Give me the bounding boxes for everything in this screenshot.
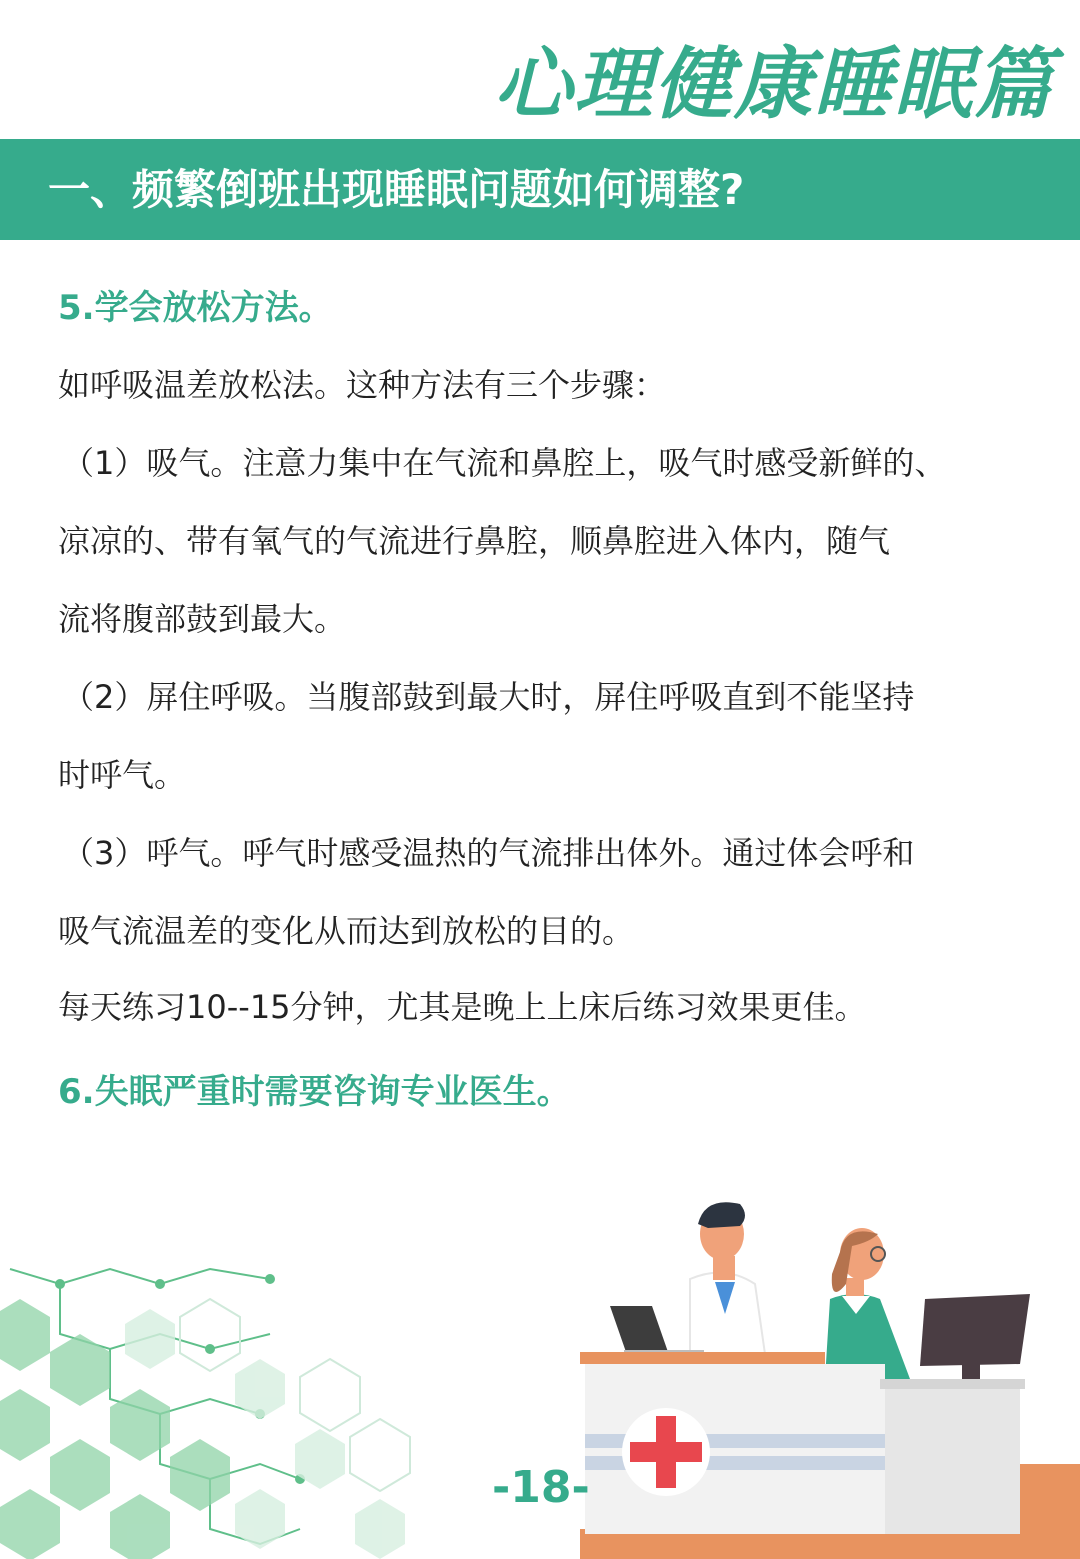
step3-line2: 吸气流温差的变化从而达到放松的目的。 [58,912,635,950]
step2-line2: 时呼气。 [58,756,187,794]
monitor-figure [920,1294,1030,1386]
section-banner [0,139,1080,240]
step3-line1: （3）呼气。呼气时感受温热的气流排出体外。通过体会呼和 [62,834,915,872]
section-5-heading: 5.学会放松方法。 [58,288,333,328]
step1-line1: （1）吸气。注意力集中在气流和鼻腔上，吸气时感受新鲜的、 [62,444,947,482]
page-number: -18- [492,1462,590,1513]
practice-text: 每天练习10--15分钟，尤其是晚上上床后练习效果更佳。 [58,988,867,1026]
section-6-heading: 6.失眠严重时需要咨询专业医生。 [58,1072,571,1112]
doctors-reception-illustration [580,1194,1080,1559]
page-title: 心理健康睡眠篇 [493,40,1054,130]
step2-line1: （2）屏住呼吸。当腹部鼓到最大时，屏住呼吸直到不能坚持 [62,678,915,716]
step1-line3: 流将腹部鼓到最大。 [58,600,347,638]
step1-line2: 凉凉的、带有氧气的气流进行鼻腔，顺鼻腔进入体内，随气 [58,522,891,560]
male-doctor-figure [690,1202,765,1354]
female-nurse-figure [825,1228,910,1379]
banner-title: 一、频繁倒班出现睡眠问题如何调整? [48,165,745,214]
intro-text: 如呼吸温差放松法。这种方法有三个步骤： [58,366,667,404]
red-cross-icon [622,1408,710,1496]
hexagon-pattern-decoration [0,1239,440,1559]
